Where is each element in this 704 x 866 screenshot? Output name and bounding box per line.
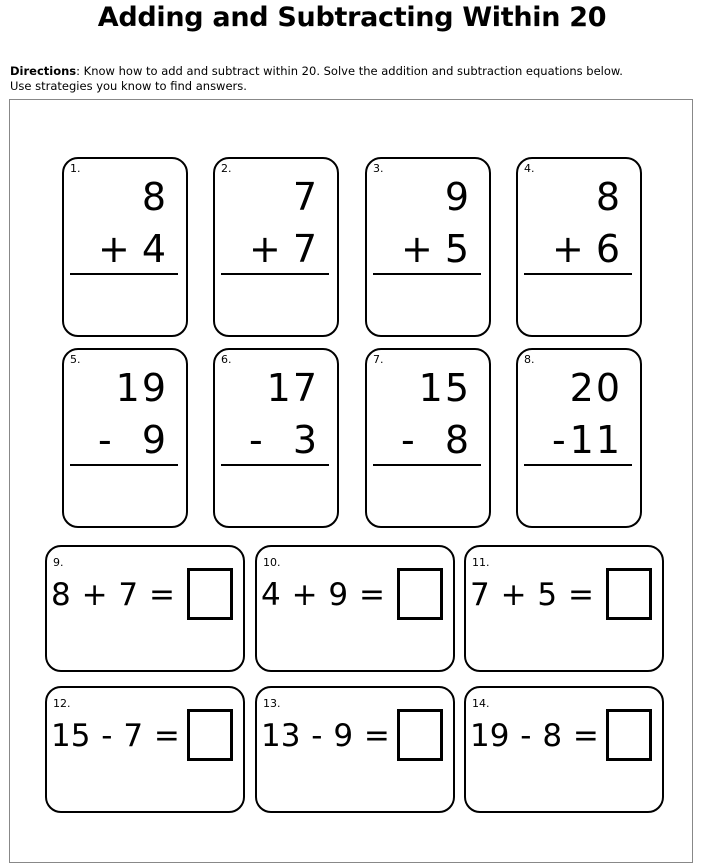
directions-text: : Know how to add and subtract within 20. Solve the addition and subtraction equations below. xyxy=(76,64,623,78)
problem-card-12 xyxy=(45,686,245,813)
problem-number: 11. xyxy=(472,556,490,569)
equation: 19 - 8 = xyxy=(470,718,599,754)
worksheet-title: Adding and Subtracting Within 20 xyxy=(97,2,607,33)
bottom-number: 8 xyxy=(444,418,471,462)
answer-box[interactable] xyxy=(187,568,233,620)
top-number: 17 xyxy=(266,366,319,410)
operator: - xyxy=(401,418,415,462)
problem-card-2 xyxy=(213,157,339,337)
equation: 13 - 9 = xyxy=(261,718,390,754)
answer-line xyxy=(221,464,329,466)
answer-line xyxy=(70,273,178,275)
problem-card-4 xyxy=(516,157,642,337)
directions-label: Directions xyxy=(10,64,77,78)
problem-number: 10. xyxy=(263,556,281,569)
answer-box[interactable] xyxy=(606,568,652,620)
problem-number: 4. xyxy=(524,162,535,175)
directions-line2: Use strategies you know to find answers. xyxy=(10,79,247,93)
problem-card-5 xyxy=(62,348,188,528)
problem-number: 6. xyxy=(221,353,232,366)
problem-number: 1. xyxy=(70,162,81,175)
problem-card-10 xyxy=(255,545,455,672)
bottom-number: 4 xyxy=(141,227,168,271)
operator: + xyxy=(98,227,130,271)
problem-card-9 xyxy=(45,545,245,672)
top-number: 20 xyxy=(569,366,622,410)
answer-box[interactable] xyxy=(397,709,443,761)
answer-line xyxy=(221,273,329,275)
problem-number: 2. xyxy=(221,162,232,175)
problem-number: 7. xyxy=(373,353,384,366)
answer-box[interactable] xyxy=(606,709,652,761)
problem-number: 13. xyxy=(263,697,281,710)
bottom-number: 6 xyxy=(595,227,622,271)
answer-box[interactable] xyxy=(397,568,443,620)
problem-number: 9. xyxy=(53,556,64,569)
operator: + xyxy=(401,227,433,271)
problem-number: 14. xyxy=(472,697,490,710)
equation: 7 + 5 = xyxy=(470,577,594,613)
equation: 8 + 7 = xyxy=(51,577,175,613)
problem-number: 12. xyxy=(53,697,71,710)
problem-card-7 xyxy=(365,348,491,528)
problem-number: 8. xyxy=(524,353,535,366)
equation: 15 - 7 = xyxy=(51,718,180,754)
top-number: 19 xyxy=(115,366,168,410)
top-number: 7 xyxy=(292,175,319,219)
problem-card-1 xyxy=(62,157,188,337)
answer-box[interactable] xyxy=(187,709,233,761)
directions xyxy=(10,64,700,94)
top-number: 9 xyxy=(444,175,471,219)
bottom-number: 11 xyxy=(569,418,622,462)
answer-line xyxy=(373,273,481,275)
problem-card-11 xyxy=(464,545,664,672)
problem-card-6 xyxy=(213,348,339,528)
problem-card-8 xyxy=(516,348,642,528)
problem-number: 3. xyxy=(373,162,384,175)
operator: - xyxy=(552,418,566,462)
bottom-number: 3 xyxy=(292,418,319,462)
operator: + xyxy=(249,227,281,271)
bottom-number: 9 xyxy=(141,418,168,462)
problem-card-13 xyxy=(255,686,455,813)
problem-card-3 xyxy=(365,157,491,337)
bottom-number: 7 xyxy=(292,227,319,271)
bottom-number: 5 xyxy=(444,227,471,271)
problem-card-14 xyxy=(464,686,664,813)
equation: 4 + 9 = xyxy=(261,577,385,613)
answer-line xyxy=(373,464,481,466)
operator: - xyxy=(98,418,112,462)
operator: - xyxy=(249,418,263,462)
operator: + xyxy=(552,227,584,271)
answer-line xyxy=(524,464,632,466)
answer-line xyxy=(524,273,632,275)
answer-line xyxy=(70,464,178,466)
problem-number: 5. xyxy=(70,353,81,366)
top-number: 8 xyxy=(595,175,622,219)
top-number: 8 xyxy=(141,175,168,219)
top-number: 15 xyxy=(418,366,471,410)
